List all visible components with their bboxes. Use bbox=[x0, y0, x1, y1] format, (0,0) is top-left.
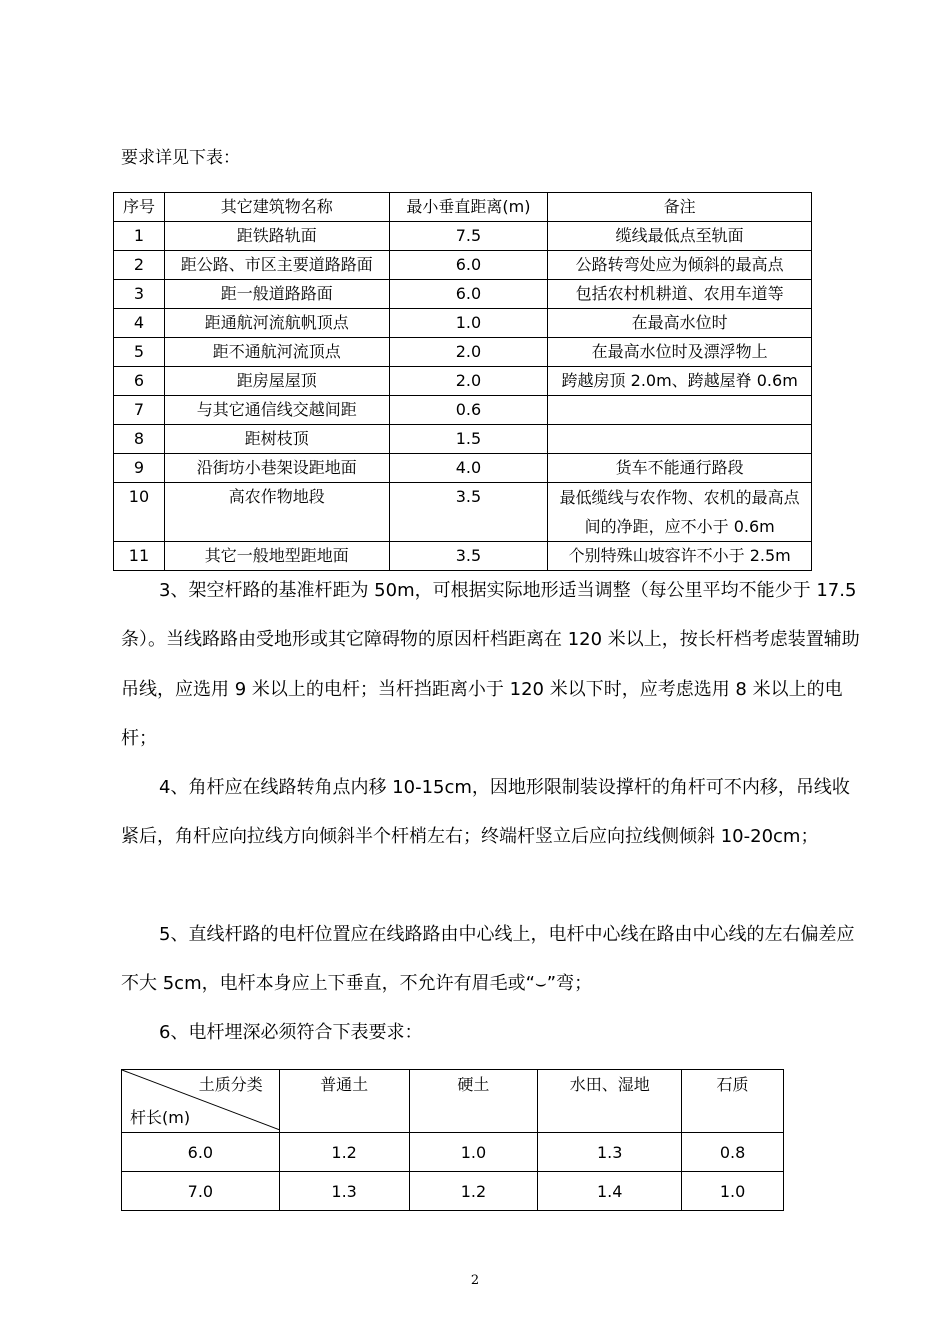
depth-value: 1.4 bbox=[538, 1172, 682, 1211]
building-name: 距不通航河流顶点 bbox=[164, 338, 389, 367]
row-number: 1 bbox=[114, 222, 165, 251]
building-name: 距铁路轨面 bbox=[164, 222, 389, 251]
table-row bbox=[114, 309, 812, 338]
remark-line-1: 最低缆线与农作物、农机的最高点 bbox=[559, 488, 800, 507]
paragraph-4: 4、角杆应在线路转角点内移 10-15cm，因地形限制装设撑杆的角杆可不内移，吊线收紧后，角杆应向拉线方向倾斜半个杆梢左右；终端杆竖立后应向拉线侧倾斜 10-20cm； bbox=[121, 777, 850, 848]
header-cell: 其它建筑物名称 bbox=[164, 193, 389, 222]
min-distance: 7.5 bbox=[389, 222, 548, 251]
pole-length-label: 杆长(m) bbox=[130, 1108, 191, 1127]
intro-text: 要求详见下表： bbox=[121, 148, 240, 168]
vertical-distance-table bbox=[113, 192, 812, 571]
table-row bbox=[114, 454, 812, 483]
table-row bbox=[114, 396, 812, 425]
remark-line-2: 间的净距，应不小于 0.6m bbox=[584, 517, 775, 536]
table-row bbox=[114, 280, 812, 309]
table-row bbox=[114, 222, 812, 251]
min-distance: 3.5 bbox=[389, 483, 548, 542]
remark: 个别特殊山坡容许不小于 2.5m bbox=[548, 542, 812, 571]
row-number: 5 bbox=[114, 338, 165, 367]
remark: 公路转弯处应为倾斜的最高点 bbox=[548, 251, 812, 280]
paragraph-6: 6、电杆埋深必须符合下表要求： bbox=[159, 1022, 423, 1043]
page-number: 2 bbox=[470, 1273, 480, 1288]
header-cell: 最小垂直距离(m) bbox=[389, 193, 548, 222]
min-distance: 1.5 bbox=[389, 425, 548, 454]
row-number: 4 bbox=[114, 309, 165, 338]
header-cell: 硬土 bbox=[409, 1070, 538, 1133]
building-name: 距房屋屋顶 bbox=[164, 367, 389, 396]
table-row bbox=[122, 1172, 784, 1211]
header-cell: 水田、湿地 bbox=[538, 1070, 682, 1133]
remark: 在最高水位时 bbox=[548, 309, 812, 338]
paragraph-3: 3、架空杆路的基准杆距为 50m，可根据实际地形适当调整（每公里平均不能少于 17.5 条）。当线路路由受地形或其它障碍物的原因杆档距离在 120 米以上，按长杆档考虑装置辅助吊线，应选用 9 米以上的电杆；当杆挡距离小于 120 米以下时，应考虑选用 8 米以上的电杆； bbox=[121, 580, 860, 749]
header-cell: 序号 bbox=[114, 193, 165, 222]
building-name: 沿街坊小巷架设距地面 bbox=[164, 454, 389, 483]
building-name: 与其它通信线交越间距 bbox=[164, 396, 389, 425]
header-cell: 石质 bbox=[682, 1070, 784, 1133]
pole-length: 6.0 bbox=[122, 1133, 280, 1172]
diagonal-header-cell bbox=[122, 1070, 280, 1133]
building-name: 距通航河流航帆顶点 bbox=[164, 309, 389, 338]
table-row bbox=[122, 1133, 784, 1172]
table-header-row bbox=[122, 1070, 784, 1133]
remark: 在最高水位时及漂浮物上 bbox=[548, 338, 812, 367]
min-distance: 6.0 bbox=[389, 251, 548, 280]
remark bbox=[548, 425, 812, 454]
depth-value: 1.0 bbox=[682, 1172, 784, 1211]
table-header-row bbox=[114, 193, 812, 222]
remark bbox=[548, 483, 812, 542]
row-number: 8 bbox=[114, 425, 165, 454]
min-distance: 3.5 bbox=[389, 542, 548, 571]
soil-type-label: 土质分类 bbox=[198, 1075, 263, 1094]
table-row bbox=[114, 425, 812, 454]
row-number: 6 bbox=[114, 367, 165, 396]
building-name: 其它一般地型距地面 bbox=[164, 542, 389, 571]
min-distance: 0.6 bbox=[389, 396, 548, 425]
min-distance: 2.0 bbox=[389, 338, 548, 367]
pole-length: 7.0 bbox=[122, 1172, 280, 1211]
table-row bbox=[114, 251, 812, 280]
depth-value: 1.0 bbox=[409, 1133, 538, 1172]
pole-depth-table bbox=[121, 1069, 784, 1211]
depth-value: 1.3 bbox=[538, 1133, 682, 1172]
remark: 包括农村机耕道、农用车道等 bbox=[548, 280, 812, 309]
row-number: 3 bbox=[114, 280, 165, 309]
header-cell: 普通土 bbox=[279, 1070, 409, 1133]
table-row bbox=[114, 483, 812, 542]
min-distance: 4.0 bbox=[389, 454, 548, 483]
building-name: 高农作物地段 bbox=[164, 483, 389, 542]
building-name: 距树枝顶 bbox=[164, 425, 389, 454]
depth-value: 0.8 bbox=[682, 1133, 784, 1172]
depth-value: 1.3 bbox=[279, 1172, 409, 1211]
row-number: 7 bbox=[114, 396, 165, 425]
header-cell: 备注 bbox=[548, 193, 812, 222]
row-number: 9 bbox=[114, 454, 165, 483]
depth-value: 1.2 bbox=[279, 1133, 409, 1172]
remark: 货车不能通行路段 bbox=[548, 454, 812, 483]
remark bbox=[548, 396, 812, 425]
table-row bbox=[114, 338, 812, 367]
paragraph-5: 5、直线杆路的电杆位置应在线路路由中心线上，电杆中心线在路由中心线的左右偏差应不大 5cm，电杆本身应上下垂直，不允许有眉毛或“⌣”弯； bbox=[121, 924, 855, 995]
row-number: 10 bbox=[114, 483, 165, 542]
min-distance: 2.0 bbox=[389, 367, 548, 396]
remark: 缆线最低点至轨面 bbox=[548, 222, 812, 251]
building-name: 距公路、市区主要道路路面 bbox=[164, 251, 389, 280]
min-distance: 1.0 bbox=[389, 309, 548, 338]
building-name: 距一般道路路面 bbox=[164, 280, 389, 309]
depth-value: 1.2 bbox=[409, 1172, 538, 1211]
min-distance: 6.0 bbox=[389, 280, 548, 309]
row-number: 11 bbox=[114, 542, 165, 571]
row-number: 2 bbox=[114, 251, 165, 280]
remark: 跨越房顶 2.0m、跨越屋脊 0.6m bbox=[548, 367, 812, 396]
table-row bbox=[114, 367, 812, 396]
